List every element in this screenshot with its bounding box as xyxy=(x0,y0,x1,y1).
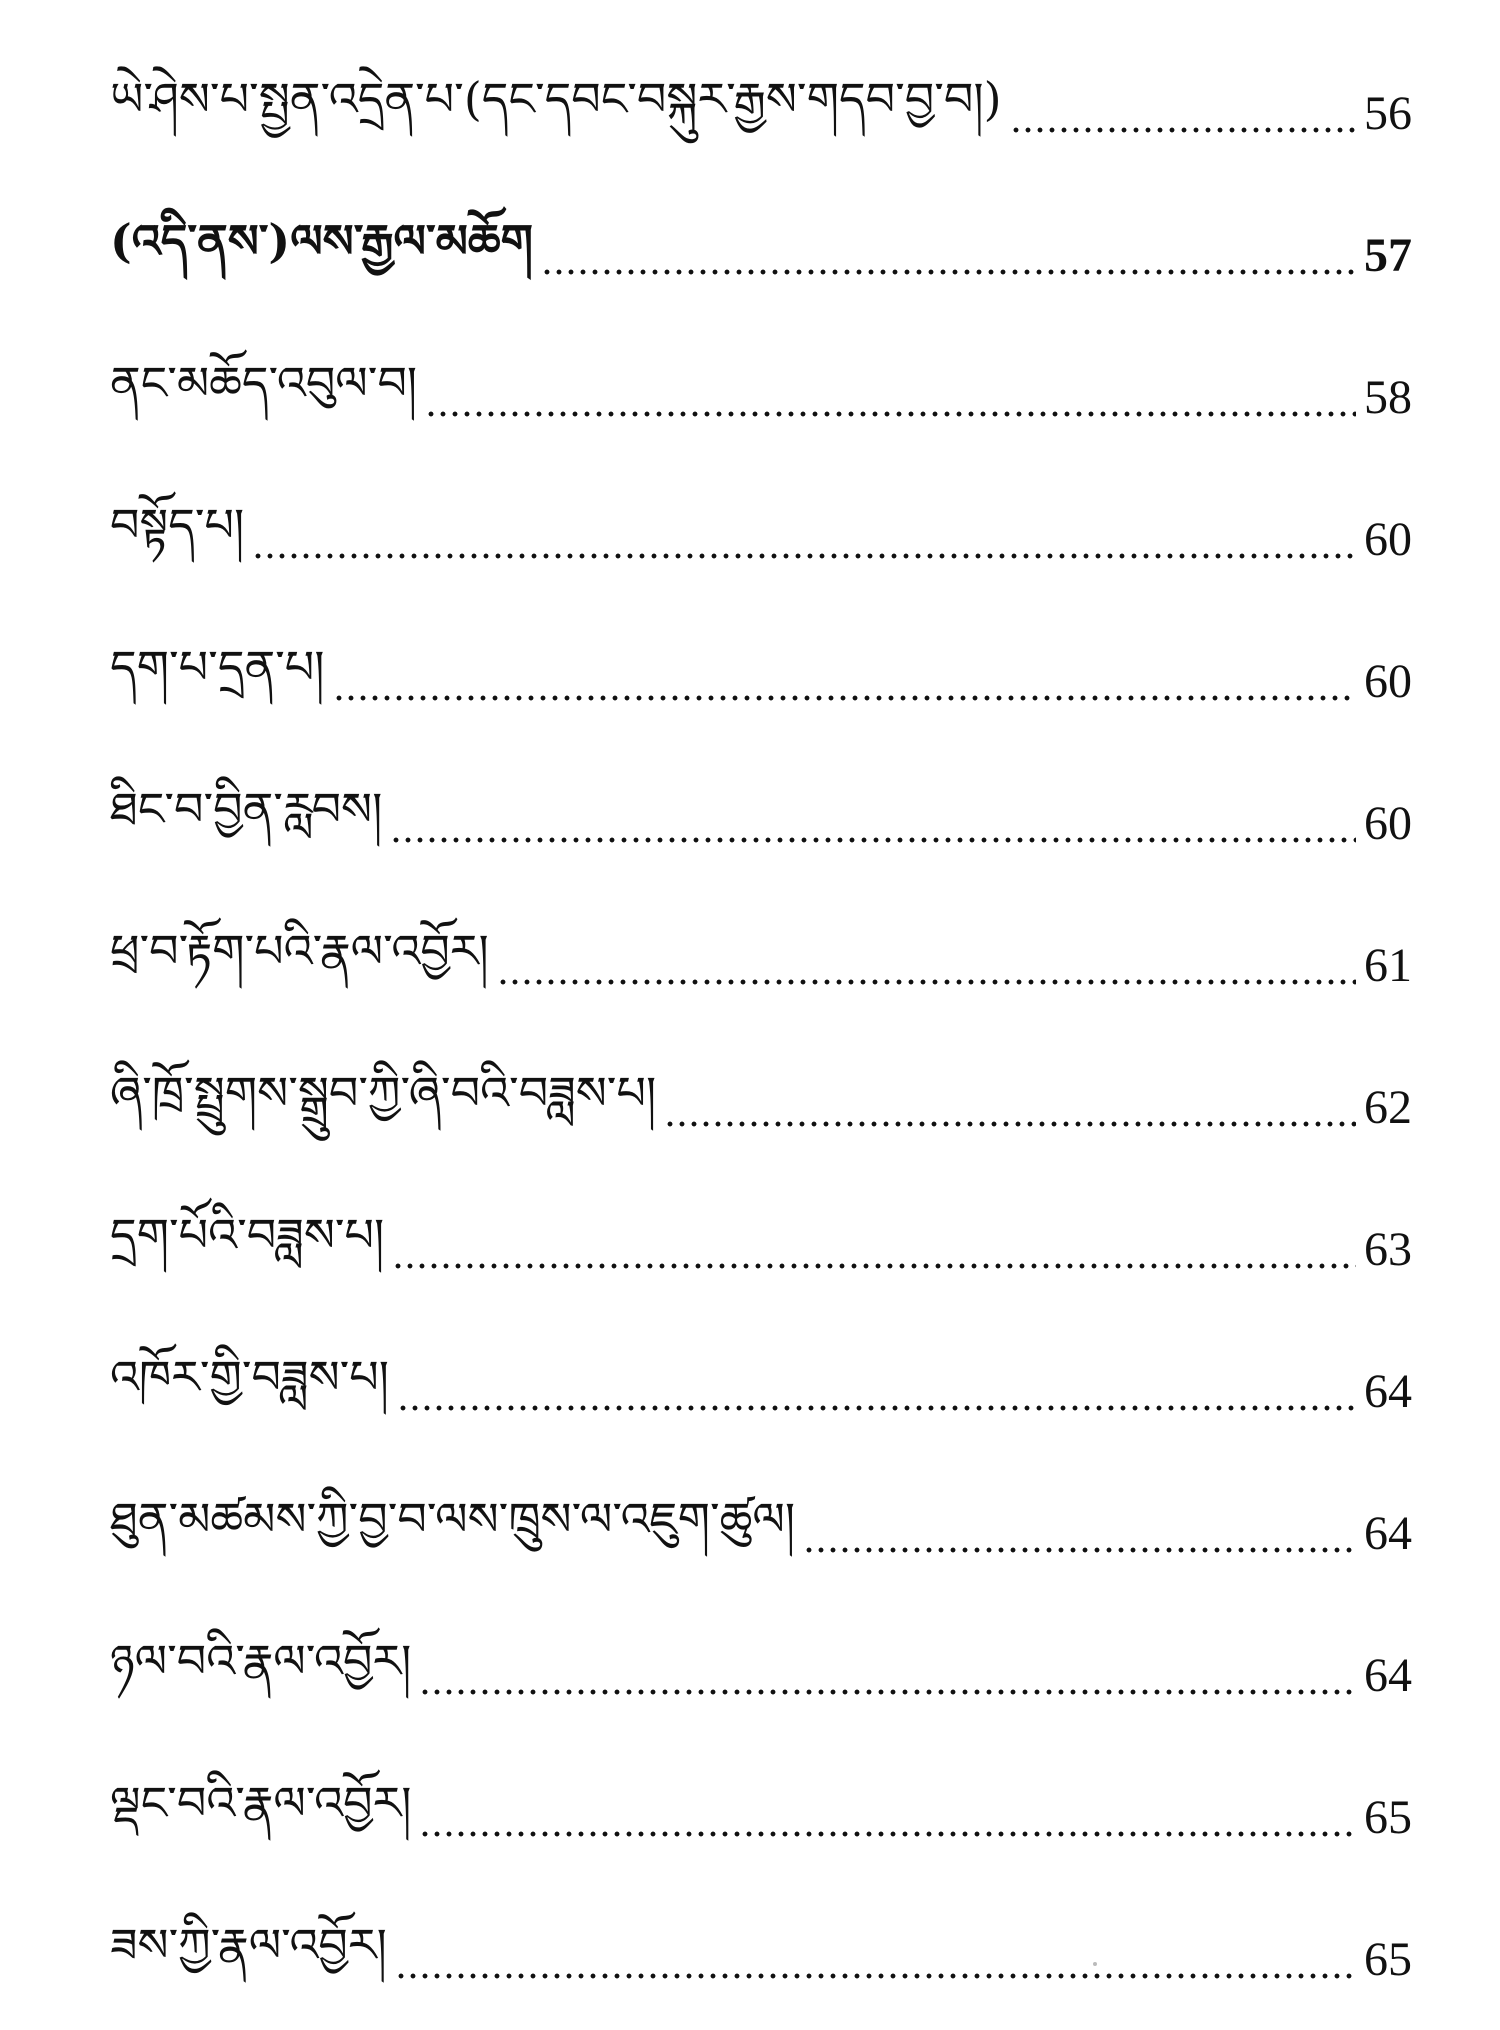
toc-entry-page-number: 64 xyxy=(1364,1648,1412,1702)
toc-entry-page-number: 56 xyxy=(1364,86,1412,140)
toc-entry xyxy=(110,1178,1412,1320)
dot-leader xyxy=(252,516,1356,562)
toc-entry-title: (འདི་ནས་)ལས་རྒྱལ་མཆོག xyxy=(110,213,534,268)
toc-entry-page-number: 60 xyxy=(1364,512,1412,566)
toc-entry xyxy=(110,468,1412,610)
toc-entry xyxy=(110,42,1412,184)
scan-speck xyxy=(1093,1962,1097,1966)
toc-entry xyxy=(110,1746,1412,1888)
toc-entry-page-number: 63 xyxy=(1364,1222,1412,1276)
toc-entry xyxy=(110,1888,1412,2030)
toc-entry-title: ཐིང་བ་བྱིན་རླབས། xyxy=(110,781,383,836)
toc-entry-page-number: 64 xyxy=(1364,1506,1412,1560)
toc-entry xyxy=(110,610,1412,752)
toc-entry xyxy=(110,1036,1412,1178)
dot-leader xyxy=(333,658,1357,704)
toc-entry-page-number: 57 xyxy=(1364,228,1412,282)
dot-leader xyxy=(497,942,1356,988)
toc-entry-title: ནང་མཆོད་འབུལ་བ། xyxy=(110,355,418,410)
dot-leader xyxy=(390,800,1356,846)
toc-entry-page-number: 62 xyxy=(1364,1080,1412,1134)
dot-leader xyxy=(664,1084,1356,1130)
toc-entry xyxy=(110,894,1412,1036)
dot-leader xyxy=(397,1368,1356,1414)
toc-entry-title: ཉལ་བའི་རྣལ་འབྱོར། xyxy=(110,1633,412,1688)
toc-entry-title: ཕྲ་བ་རྟོག་པའི་རྣལ་འབྱོར། xyxy=(110,923,489,978)
dot-leader xyxy=(425,374,1356,420)
dot-leader xyxy=(392,1226,1356,1272)
toc-entry-title: ཡེ་ཤེས་པ་སྤྱན་འདྲེན་པ་(དང་དབང་བསྐུར་རྒྱས་གདབ་བྱ་བ།) xyxy=(110,71,1002,126)
toc-entry-title: ཟས་ཀྱི་རྣལ་འབྱོར། xyxy=(110,1917,387,1972)
dot-leader xyxy=(419,1652,1356,1698)
dot-leader xyxy=(419,1794,1356,1840)
dot-leader xyxy=(1010,90,1356,136)
toc-entry-title: ཐུན་མཚམས་ཀྱི་བྱ་བ་ལས་ཁྲུས་ལ་འཇུག་ཚུལ། xyxy=(110,1491,796,1546)
toc-entry-title: དག་པ་དྲན་པ། xyxy=(110,639,325,694)
dot-leader xyxy=(803,1510,1356,1556)
toc-entry-page-number: 65 xyxy=(1364,1932,1412,1986)
toc-entry-title: ལྡང་བའི་རྣལ་འབྱོར། xyxy=(110,1775,412,1830)
dot-leader xyxy=(395,1936,1356,1982)
toc-entry-page-number: 61 xyxy=(1364,938,1412,992)
dot-leader xyxy=(541,232,1356,278)
toc-entry xyxy=(110,1320,1412,1462)
toc-entry-title: བསྟོད་པ། xyxy=(110,497,245,552)
toc-entry-page-number: 58 xyxy=(1364,370,1412,424)
toc-entry-page-number: 65 xyxy=(1364,1790,1412,1844)
toc-entry-title: ཞི་ཁྲོ་སྤྲུགས་སྒྲུབ་ཀྱི་ཞི་བའི་བཟླས་པ། xyxy=(110,1065,657,1120)
toc-entry xyxy=(110,752,1412,894)
toc-entry-page-number: 60 xyxy=(1364,654,1412,708)
toc-entry-title: དྲག་པོའི་བཟླས་པ། xyxy=(110,1207,385,1262)
toc-entry xyxy=(110,1604,1412,1746)
toc-entry xyxy=(110,184,1412,326)
toc-entry-page-number: 60 xyxy=(1364,796,1412,850)
toc-entry xyxy=(110,326,1412,468)
toc-entry xyxy=(110,1462,1412,1604)
table-of-contents xyxy=(110,42,1412,2030)
toc-entry-title: འཁོར་གྱི་བཟླས་པ། xyxy=(110,1349,389,1404)
toc-entry-page-number: 64 xyxy=(1364,1364,1412,1418)
